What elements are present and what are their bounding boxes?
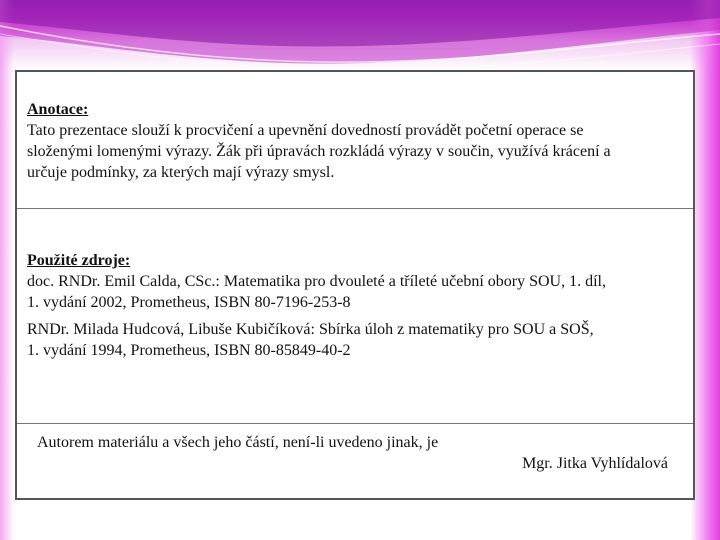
source-1-line-1: doc. RNDr. Emil Calda, CSc.: Matematika pro dvouleté a tříleté učební obory SOU, 1. díl, [27,273,606,290]
annotation-heading: Anotace: [27,101,89,118]
sources-heading: Použité zdroje: [27,252,131,269]
author-name: Mgr. Jitka Vyhlídalová [522,455,668,472]
content-frame [15,70,695,500]
decorative-header-band [0,0,720,80]
left-glow [0,0,14,540]
source-1-line-2: 1. vydání 2002, Prometheus, ISBN 80-7196-253-8 [27,294,351,311]
sources-cell [17,209,693,424]
source-2-line-2: 1. vydání 1994, Prometheus, ISBN 80-85849-40-2 [27,342,351,359]
annotation-line-3: určuje podmínky, za kterých mají výrazy smysl. [27,164,335,181]
annotation-cell [17,72,693,209]
author-cell [17,424,693,498]
author-statement: Autorem materiálu a všech jeho částí, není-li uvedeno jinak, je [37,434,439,451]
annotation-line-2: složenými lomenými výrazy. Žák při úpravách rozkládá výrazy v součin, využívá krácení a [27,143,611,160]
source-2-line-1: RNDr. Milada Hudcová, Libuše Kubičíková: Sbírka úloh z matematiky pro SOU a SOŠ, [27,321,594,338]
annotation-line-1: Tato prezentace slouží k procvičení a upevnění dovedností provádět početní operace se [27,122,584,139]
